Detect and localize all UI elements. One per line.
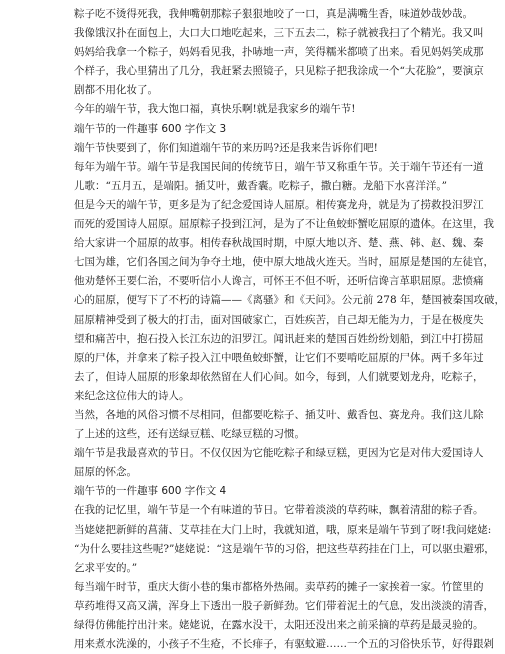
text-line: 剧都不用化妆了。	[74, 84, 158, 97]
text-line: 望和痛苦中，抱石投入长江东边的汨罗江。闻讯赶来的楚国百姓纷纷划船，到江中打捞屈	[74, 332, 484, 345]
text-line: 七国为雄，它们各国之间为争夺土地，使中原大地战火连天。当时，屈原是楚国的左徒官，	[74, 256, 494, 269]
text-line: 端午节是我最喜欢的节日。不仅仅因为它能吃粽子和绿豆糕，更因为它是对伟大爱国诗人	[74, 447, 484, 460]
text-line: 屈原的怀念。	[74, 466, 137, 479]
text-line: 乞求平安的。”	[74, 561, 138, 574]
text-line: 妈妈给我拿一个粽子，妈妈看见我，扑哧地一声，笑得糯米都喷了出来。看见妈妈笑成那	[74, 46, 484, 59]
text-line: 了上述的这些，还有送绿豆糕、吃绿豆糕的习惯。	[74, 428, 305, 441]
text-line: 当姥姥把新鲜的菖蒲、艾草挂在大门上时，我就知道，哦，原来是端午节到了呀!我问姥姥:	[74, 523, 492, 536]
document-body	[74, 5, 505, 654]
text-line: 每年为端午节。端午节是我国民间的传统节日，端午节又称重午节。关于端午节还有一道	[74, 160, 484, 173]
text-line: 但是今天的端午节，更多是为了纪念爱国诗人屈原。相传赛龙舟，就是为了捞救投汨罗江	[74, 198, 484, 211]
text-line: 草药堆得又高又满，浑身上下透出一股子新鲜劲。它们带着泥土的气息，发出淡淡的清香，	[74, 599, 494, 612]
text-line: 给大家讲一个屈原的故事。相传春秋战国时期，中原大地以齐、楚、燕、韩、赵、魏、秦	[74, 237, 484, 250]
text-line: 去了，但诗人屈原的形象却依然留在人们心间。如今，每到，人们就要划龙舟，吃粽子，	[74, 370, 484, 383]
text-line: 当然，各地的风俗习惯不尽相同，但都要吃粽子、插艾叶、戴香包、赛龙舟。我们这儿除	[74, 408, 484, 421]
text-line: 个样子，我心里猜出了几分，我赶紧去照镜子，只见粽子把我涂成一个“大花脸”，要演京	[74, 65, 484, 78]
text-line: 儿歌：“五月五，是端阳。插艾叶，戴香囊。吃粽子，撒白糖。龙船下水喜洋洋。”	[74, 179, 447, 192]
text-line: 粽子吃不烫得死我，我伸嘴朝那粽子狠狠地咬了一口，真是满嘴生香，味道妙哉妙哉。	[74, 8, 473, 20]
text-line: 心的屈原，便写下了不朽的诗篇——《离骚》和《天问》。公元前 278 年，楚国被秦国攻破，	[74, 294, 505, 307]
text-line: 他劝楚怀王要仁治，不要听信小人谗言，可怀王不但不听，还听信谗言革职屈原。悲愤痛	[74, 275, 484, 288]
text-line: 用来煮水洗澡的，小孩子不生疮，不长痱子，有驱蚊避……一个五的习俗快乐节，好得跟剁	[74, 638, 494, 651]
text-line: 绿得仿佛能拧出汁来。姥姥说，在露水没干，太阳还没出来之前采摘的草药是最灵验的。	[74, 619, 484, 631]
section-heading: 端午节的一件趣事 600 字作文 3	[74, 122, 227, 135]
text-line: 今年的端午节，我大饱口福，真快乐啊!就是我家乡的端午节!	[74, 103, 356, 116]
text-line: 我像饿汉扑在面包上，大口大口地吃起来，三下五去二，粽子就被我扫了个精光。我又叫	[74, 27, 484, 40]
text-line: “为什么要挂这些呢?”姥姥说：“这是端午节的习俗，把这些草药挂在门上，可以驱虫避邪，	[74, 542, 495, 555]
text-line: 来纪念这位伟大的诗人。	[74, 389, 190, 402]
text-line: 在我的记忆里，端午节是一个有味道的节日。它带着淡淡的草药味，飘着清甜的粽子香。	[74, 504, 484, 517]
text-line: 而死的爱国诗人屈原。屈原粽子投到江河，是为了不让鱼蛟虾蟹吃屈原的遗体。在这里，我	[74, 218, 494, 231]
text-line: 端午节快要到了，你们知道端午节的来历吗?还是我来告诉你们吧!	[74, 141, 378, 154]
text-line: 每当端午时节，重庆大街小巷的集市都格外热闹。卖草药的摊子一家挨着一家。竹筐里的	[74, 580, 484, 593]
text-line: 屈原精神受到了极大的打击，面对国破家亡，百姓疾苦，自己却无能为力，于是在极度失	[74, 313, 484, 326]
section-heading: 端午节的一件趣事 600 字作文 4	[74, 485, 227, 498]
text-line: 原的尸体，并拿来了粽子投入江中喂鱼蛟虾蟹，让它们不要啃吃屈原的尸体。两千多年过	[74, 351, 484, 364]
